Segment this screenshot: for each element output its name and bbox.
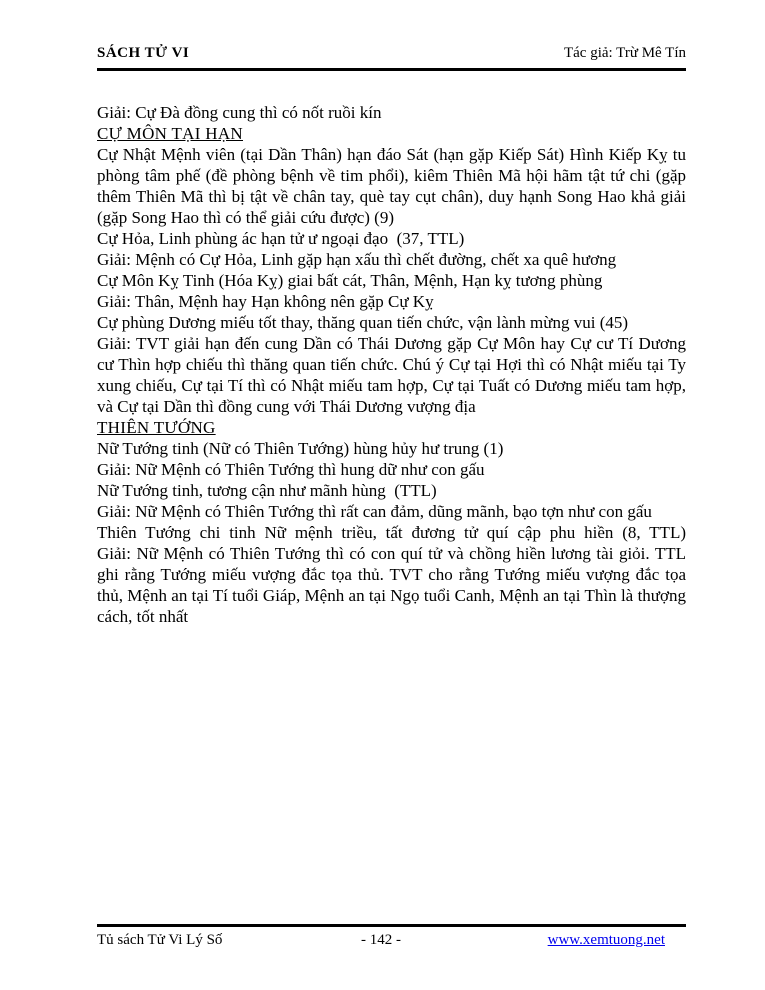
giai-line: Giải: Cự Đà đồng cung thì có nốt ruồi kín: [97, 103, 382, 122]
page-header: [97, 44, 686, 71]
quote-line: Cự Hỏa, Linh phùng ác hạn tử ư ngoại đạo (37, TTL): [97, 229, 465, 248]
giai-line: Giải: Thân, Mệnh hay Hạn không nên gặp Cự Kỵ: [97, 292, 434, 311]
giai-line: Giải: Mệnh có Cự Hỏa, Linh gặp hạn xấu thì chết đường, chết xa quê hương: [97, 250, 617, 269]
giai-paragraph: Giải: TVT giải hạn đến cung Dần có Thái Dương gặp Cự Môn hay Cự cư Tí Dương cư Thìn hợp chiếu thì thăng quan tiến chức. Chú ý Cự tại Hợi thì có Nhật miếu tại Ty xung chiếu, Cự tại Tí thì có Nhật miếu tam hợp, Cự tại Tuất có Dương miếu tam hợp, và Cự tại Dần thì đồng cung với Thái Dương vượng địa: [97, 334, 686, 416]
header-author: Tác giả: Trừ Mê Tín: [563, 45, 686, 61]
section-heading: THIÊN TƯỚNG: [97, 418, 216, 437]
page-body: [97, 102, 686, 627]
quote-line: Nữ Tướng tinh (Nữ có Thiên Tướng) hùng hủy hư trung (1): [97, 439, 504, 458]
paragraph: Cự Nhật Mệnh viên (tại Dần Thân) hạn đáo Sát (hạn gặp Kiếp Sát) Hình Kiếp Kỵ tu phòng tâm phế (đề phòng bệnh về tim phổi), kiêm Thiên Mã hội hãm tật tứ chi (gặp thêm Thiên Mã thì bị tật về chân tay, què tay cụt chân), duy hạnh Song Hao khả giải (gặp Song Hao thì có thể giải cứu được) (9): [97, 145, 686, 227]
section-heading: CỰ MÔN TẠI HẠN: [97, 124, 243, 143]
quote-line: Nữ Tướng tinh, tương cận như mãnh hùng (TTL): [97, 481, 437, 500]
website-link[interactable]: www.xemtuong.net: [547, 932, 665, 948]
header-book-title: SÁCH TỬ VI: [97, 45, 190, 61]
page-footer: [97, 924, 686, 950]
quote-line: Cự Môn Kỵ Tinh (Hóa Kỵ) giai bất cát, Thân, Mệnh, Hạn kỵ tương phùng: [97, 271, 603, 290]
page-number: - 142 -: [360, 932, 401, 948]
quote-line: Thiên Tướng chi tinh Nữ mệnh triều, tất đương tử quí cập phu hiền (8, TTL): [97, 523, 686, 542]
footer-link-cell: [476, 931, 686, 950]
giai-paragraph: Giải: Nữ Mệnh có Thiên Tướng thì có con quí tử và chồng hiền lương tài giỏi. TTL ghi rằng Tướng miếu vượng đắc tọa thủ. TVT cho rằng Tướng miếu vượng đắc tọa thủ, Mệnh an tại Tí tuổi Giáp, Mệnh an tại Ngọ tuổi Canh, Mệnh an tại Thìn là thượng cách, tốt nhất: [97, 544, 686, 626]
quote-line: Cự phùng Dương miếu tốt thay, thăng quan tiến chức, vận lành mừng vui (45): [97, 313, 629, 332]
giai-line: Giải: Nữ Mệnh có Thiên Tướng thì rất can đảm, dũng mãnh, bạo tợn như con gấu: [97, 502, 652, 521]
footer-series-title: Tủ sách Tử Vi Lý Số: [97, 932, 223, 948]
giai-line: Giải: Nữ Mệnh có Thiên Tướng thì hung dữ như con gấu: [97, 460, 485, 479]
